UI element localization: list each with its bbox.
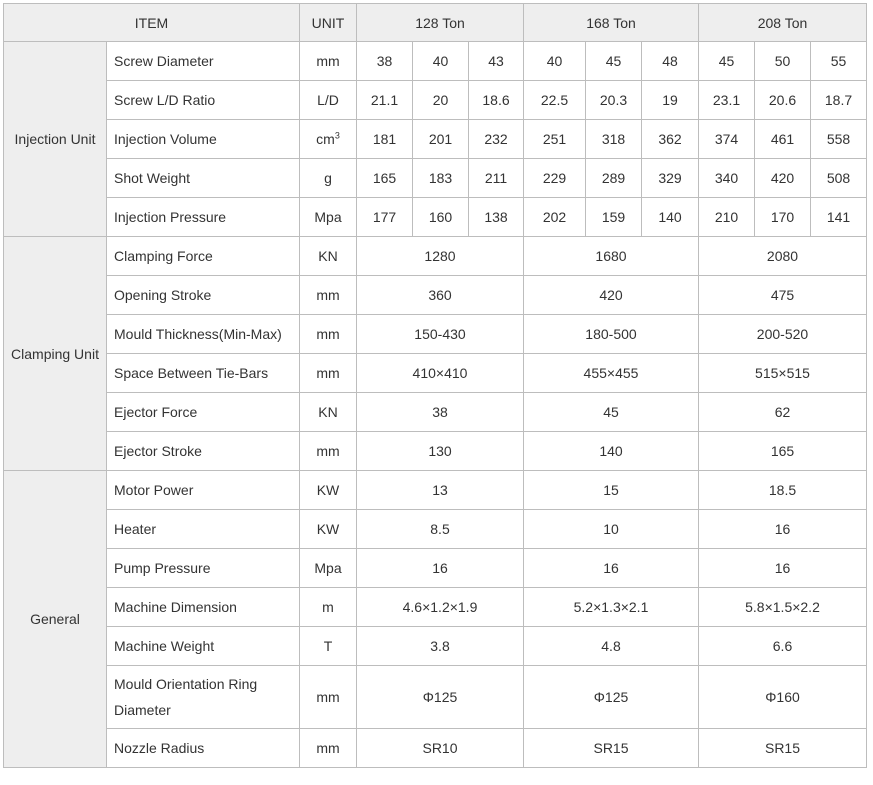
value-cell: 23.1 [699, 81, 755, 120]
value-cell: 360 [357, 276, 524, 315]
value-cell: 20 [413, 81, 469, 120]
value-cell: 289 [586, 159, 642, 198]
table-row [4, 237, 867, 276]
value-cell: 181 [357, 120, 413, 159]
value-cell: 410×410 [357, 354, 524, 393]
value-cell: SR15 [524, 729, 699, 768]
value-cell: 18.5 [699, 471, 867, 510]
value-cell: 374 [699, 120, 755, 159]
value-cell: 18.6 [469, 81, 524, 120]
param-unit: Mpa [300, 198, 357, 237]
value-cell: 177 [357, 198, 413, 237]
value-cell: 420 [755, 159, 811, 198]
value-cell: 318 [586, 120, 642, 159]
table-row [4, 510, 867, 549]
table-row [4, 42, 867, 81]
group-injection-unit: Injection Unit [4, 42, 107, 237]
param-name: Pump Pressure [107, 549, 300, 588]
value-cell: 38 [357, 393, 524, 432]
value-cell: 329 [642, 159, 699, 198]
param-name: Machine Weight [107, 627, 300, 666]
param-unit: KW [300, 510, 357, 549]
value-cell: 8.5 [357, 510, 524, 549]
param-name: Clamping Force [107, 237, 300, 276]
value-cell: 50 [755, 42, 811, 81]
value-cell: 1280 [357, 237, 524, 276]
value-cell: 19 [642, 81, 699, 120]
param-unit: mm [300, 276, 357, 315]
value-cell: 4.8 [524, 627, 699, 666]
value-cell: 340 [699, 159, 755, 198]
table-row [4, 729, 867, 768]
value-cell: 140 [642, 198, 699, 237]
param-unit: Mpa [300, 549, 357, 588]
value-cell: Φ125 [524, 666, 699, 729]
table-row [4, 666, 867, 729]
param-name: Shot Weight [107, 159, 300, 198]
value-cell: 3.8 [357, 627, 524, 666]
value-cell: 62 [699, 393, 867, 432]
header-model-208: 208 Ton [699, 4, 867, 42]
value-cell: Φ160 [699, 666, 867, 729]
param-unit [300, 120, 357, 159]
value-cell: 45 [524, 393, 699, 432]
spec-table [3, 3, 867, 768]
table-row [4, 471, 867, 510]
value-cell: 138 [469, 198, 524, 237]
value-cell: 558 [811, 120, 867, 159]
header-row [4, 4, 867, 42]
param-name: Ejector Stroke [107, 432, 300, 471]
value-cell: 232 [469, 120, 524, 159]
header-item: ITEM [4, 4, 300, 42]
param-unit: T [300, 627, 357, 666]
param-name: Machine Dimension [107, 588, 300, 627]
value-cell: 201 [413, 120, 469, 159]
param-name: Space Between Tie-Bars [107, 354, 300, 393]
table-row [4, 159, 867, 198]
value-cell: 10 [524, 510, 699, 549]
param-name: Injection Volume [107, 120, 300, 159]
param-unit: KW [300, 471, 357, 510]
value-cell: 170 [755, 198, 811, 237]
value-cell: 16 [699, 510, 867, 549]
value-cell: 508 [811, 159, 867, 198]
value-cell: 515×515 [699, 354, 867, 393]
table-row [4, 627, 867, 666]
value-cell: 362 [642, 120, 699, 159]
unit-exponent: 3 [334, 130, 340, 141]
param-unit: mm [300, 354, 357, 393]
param-unit: mm [300, 315, 357, 354]
table-row [4, 549, 867, 588]
param-name: Nozzle Radius [107, 729, 300, 768]
table-row [4, 315, 867, 354]
param-name: Mould Thickness(Min-Max) [107, 315, 300, 354]
table-row [4, 198, 867, 237]
value-cell: 21.1 [357, 81, 413, 120]
group-general: General [4, 471, 107, 768]
param-name: Screw L/D Ratio [107, 81, 300, 120]
value-cell: 461 [755, 120, 811, 159]
table-row [4, 276, 867, 315]
param-name: Mould Orientation Ring Diameter [107, 666, 300, 729]
value-cell: 43 [469, 42, 524, 81]
value-cell: 210 [699, 198, 755, 237]
value-cell: 13 [357, 471, 524, 510]
value-cell: 251 [524, 120, 586, 159]
value-cell: 20.6 [755, 81, 811, 120]
param-name: Motor Power [107, 471, 300, 510]
value-cell: 38 [357, 42, 413, 81]
param-name: Opening Stroke [107, 276, 300, 315]
value-cell: 45 [586, 42, 642, 81]
param-unit: g [300, 159, 357, 198]
value-cell: 1680 [524, 237, 699, 276]
value-cell: 200-520 [699, 315, 867, 354]
value-cell: 4.6×1.2×1.9 [357, 588, 524, 627]
value-cell: 16 [357, 549, 524, 588]
value-cell: 165 [699, 432, 867, 471]
value-cell: 140 [524, 432, 699, 471]
value-cell: SR15 [699, 729, 867, 768]
value-cell: 150-430 [357, 315, 524, 354]
value-cell: 16 [524, 549, 699, 588]
param-unit: mm [300, 432, 357, 471]
value-cell: 16 [699, 549, 867, 588]
table-row [4, 588, 867, 627]
param-name: Ejector Force [107, 393, 300, 432]
value-cell: 18.7 [811, 81, 867, 120]
header-model-168: 168 Ton [524, 4, 699, 42]
value-cell: 180-500 [524, 315, 699, 354]
param-unit: mm [300, 666, 357, 729]
param-unit: KN [300, 393, 357, 432]
value-cell: 229 [524, 159, 586, 198]
value-cell: 6.6 [699, 627, 867, 666]
param-name: Heater [107, 510, 300, 549]
value-cell: 211 [469, 159, 524, 198]
value-cell: 130 [357, 432, 524, 471]
value-cell: 202 [524, 198, 586, 237]
table-row [4, 120, 867, 159]
value-cell: 165 [357, 159, 413, 198]
value-cell: 475 [699, 276, 867, 315]
value-cell: 183 [413, 159, 469, 198]
param-name: Screw Diameter [107, 42, 300, 81]
value-cell: 141 [811, 198, 867, 237]
table-row [4, 81, 867, 120]
value-cell: SR10 [357, 729, 524, 768]
value-cell: 22.5 [524, 81, 586, 120]
param-unit: m [300, 588, 357, 627]
value-cell: 2080 [699, 237, 867, 276]
value-cell: 40 [524, 42, 586, 81]
value-cell: 55 [811, 42, 867, 81]
value-cell: 45 [699, 42, 755, 81]
group-clamping-unit: Clamping Unit [4, 237, 107, 471]
value-cell: 159 [586, 198, 642, 237]
header-model-128: 128 Ton [357, 4, 524, 42]
value-cell: 455×455 [524, 354, 699, 393]
unit-base: cm [316, 131, 335, 147]
value-cell: 5.2×1.3×2.1 [524, 588, 699, 627]
param-unit: mm [300, 729, 357, 768]
value-cell: 160 [413, 198, 469, 237]
value-cell: 40 [413, 42, 469, 81]
value-cell: 5.8×1.5×2.2 [699, 588, 867, 627]
value-cell: 20.3 [586, 81, 642, 120]
param-unit: mm [300, 42, 357, 81]
value-cell: 420 [524, 276, 699, 315]
header-unit: UNIT [300, 4, 357, 42]
value-cell: 48 [642, 42, 699, 81]
value-cell: 15 [524, 471, 699, 510]
table-row [4, 432, 867, 471]
param-unit: KN [300, 237, 357, 276]
param-unit: L/D [300, 81, 357, 120]
table-row [4, 393, 867, 432]
param-name: Injection Pressure [107, 198, 300, 237]
value-cell: Φ125 [357, 666, 524, 729]
table-row [4, 354, 867, 393]
